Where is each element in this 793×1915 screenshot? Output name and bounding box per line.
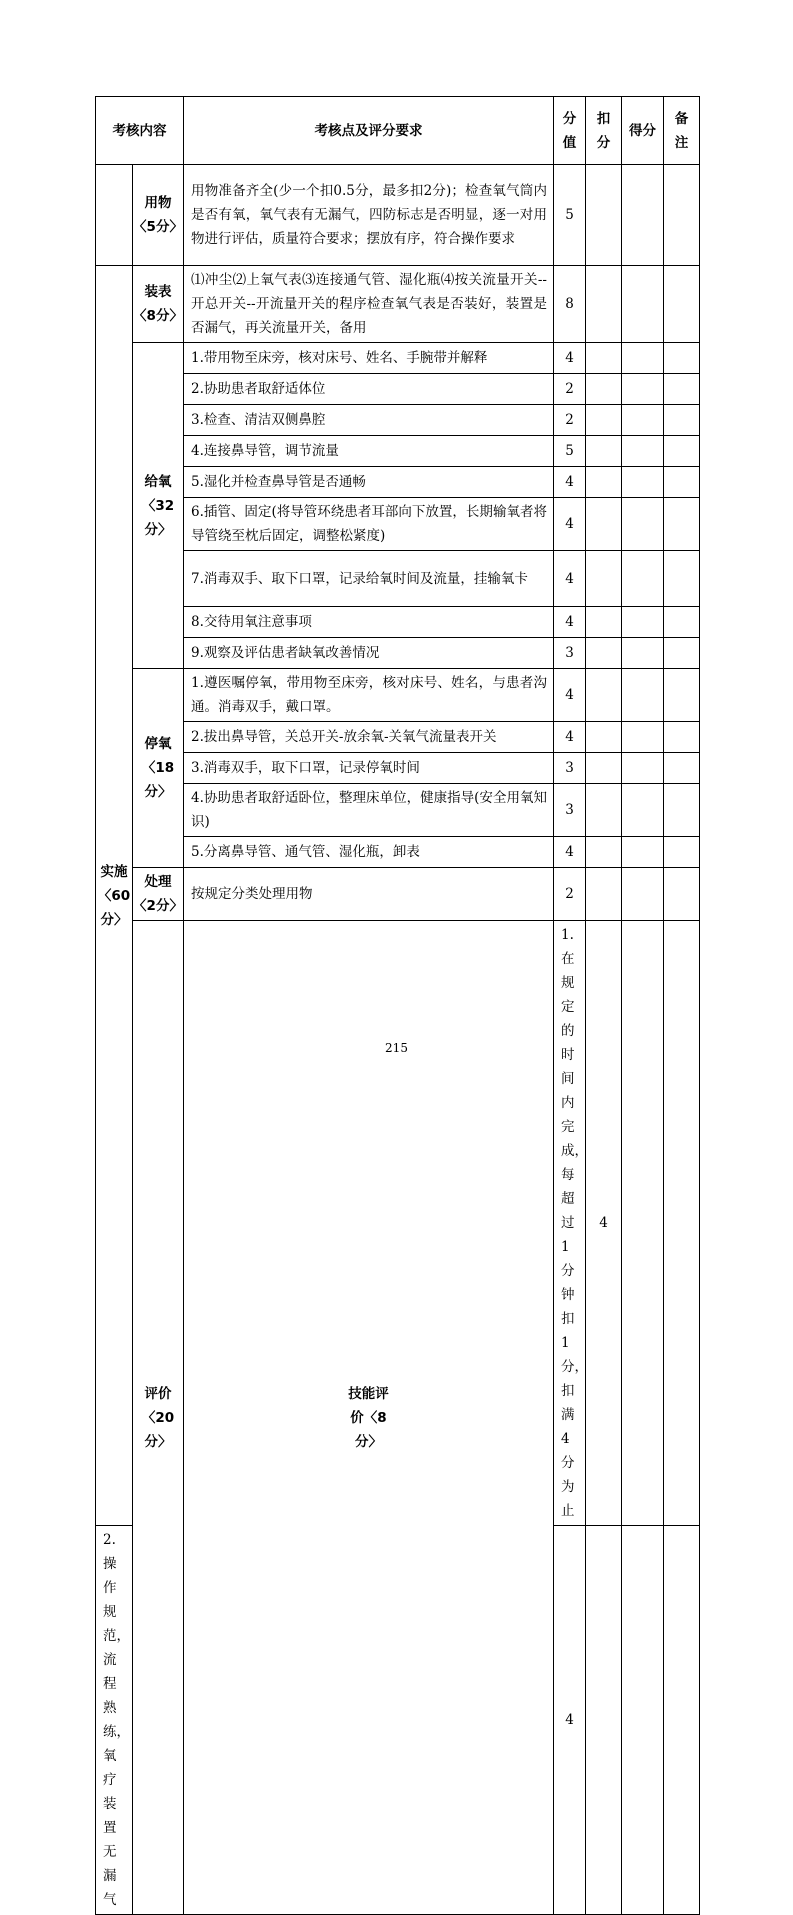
row-text: 8.交待用氧注意事项 <box>184 607 554 638</box>
row-text: 5.湿化并检查鼻导管是否通畅 <box>184 467 554 498</box>
deduct-cell <box>586 165 622 266</box>
row-text: 2.协助患者取舒适体位 <box>184 374 554 405</box>
table-row <box>96 467 700 498</box>
note-cell <box>664 165 700 266</box>
row-score: 5 <box>554 165 586 266</box>
table-row <box>96 343 700 374</box>
row-score: 2 <box>554 868 586 921</box>
header-row <box>96 97 700 165</box>
row-score: 4 <box>554 669 586 722</box>
row-text: ⑴冲尘⑵上氧气表⑶连接通气管、湿化瓶⑷按关流量开关--开总开关--开流量开关的程序检查氧气表是否装好，装置是否漏气，再关流量开关，备用 <box>184 266 554 343</box>
row-score: 2 <box>554 405 586 436</box>
section-stop-oxygen: 停氧 〈18分〉 <box>133 669 184 868</box>
header-score: 分 值 <box>554 97 586 165</box>
row-text: 5.分离鼻导管、通气管、湿化瓶，卸表 <box>184 837 554 868</box>
row-text: 6.插管、固定(将导管环绕患者耳部向下放置，长期输氧者将导管绕至枕后固定，调整松紧度) <box>184 498 554 551</box>
row-text: 1.带用物至床旁，核对床号、姓名、手腕带并解释 <box>184 343 554 374</box>
row-score: 4 <box>554 343 586 374</box>
row-text: 2.操作规范，流程熟练，氧疗装置无漏气 <box>96 1526 133 1915</box>
row-score: 3 <box>554 784 586 837</box>
table-row <box>96 784 700 837</box>
table-row <box>96 551 700 607</box>
section-items: 用物 〈5分〉 <box>133 165 184 266</box>
row-text: 1.遵医嘱停氧，带用物至床旁，核对床号、姓名，与患者沟通。消毒双手，戴口罩。 <box>184 669 554 722</box>
header-content: 考核内容 <box>96 97 184 165</box>
section-give-oxygen: 给氧 〈32分〉 <box>133 343 184 669</box>
group-evaluation: 评价 〈20 分〉 <box>133 921 184 1915</box>
got-cell <box>622 266 664 343</box>
row-text: 按规定分类处理用物 <box>184 868 554 921</box>
table-row <box>96 436 700 467</box>
got-cell <box>622 165 664 266</box>
row-text: 2.拔出鼻导管，关总开关-放余氧-关氧气流量表开关 <box>184 722 554 753</box>
page-number: 215 <box>385 1041 408 1055</box>
table-row <box>96 868 700 921</box>
row-score: 4 <box>554 498 586 551</box>
row-score: 5 <box>554 436 586 467</box>
row-text: 7.消毒双手、取下口罩，记录给氧时间及流量，挂输氧卡 <box>184 551 554 607</box>
note-cell <box>664 266 700 343</box>
row-score: 4 <box>554 837 586 868</box>
row-text: 3.消毒双手，取下口罩，记录停氧时间 <box>184 753 554 784</box>
blank-cell <box>96 165 133 266</box>
section-handle: 处理 〈2分〉 <box>133 868 184 921</box>
row-score: 4 <box>554 551 586 607</box>
row-score: 3 <box>554 638 586 669</box>
table-row <box>96 921 700 1526</box>
table-row <box>96 669 700 722</box>
row-text: 3.检查、清洁双侧鼻腔 <box>184 405 554 436</box>
table-row <box>96 165 700 266</box>
deduct-cell <box>586 266 622 343</box>
table-row <box>96 374 700 405</box>
row-score: 4 <box>554 607 586 638</box>
row-text: 4.协助患者取舒适卧位，整理床单位，健康指导(安全用氧知识) <box>184 784 554 837</box>
row-score: 4 <box>586 921 622 1526</box>
table-row <box>96 638 700 669</box>
row-score: 2 <box>554 374 586 405</box>
row-score: 4 <box>554 467 586 498</box>
table-row <box>96 837 700 868</box>
header-points: 考核点及评分要求 <box>184 97 554 165</box>
row-score: 8 <box>554 266 586 343</box>
row-text: 1.在规定的时间内完成，每超过1分钟扣1分，扣满4分为止 <box>554 921 586 1526</box>
row-text: 4.连接鼻导管，调节流量 <box>184 436 554 467</box>
table-row <box>96 405 700 436</box>
row-score: 4 <box>554 1526 586 1915</box>
section-skill: 技能评 价〈8 分〉 <box>184 921 554 1915</box>
row-text: 用物准备齐全(少一个扣0.5分，最多扣2分)；检查氧气筒内是否有氧，氧气表有无漏气，四防标志是否明显，逐一对用物进行评估，质量符合要求；摆放有序，符合操作要求 <box>184 165 554 266</box>
table-row <box>96 753 700 784</box>
group-implementation: 实施 〈60 分〉 <box>96 266 133 1526</box>
table-row <box>96 607 700 638</box>
table-row <box>96 722 700 753</box>
row-text: 9.观察及评估患者缺氧改善情况 <box>184 638 554 669</box>
table-row <box>96 498 700 551</box>
header-note: 备 注 <box>664 97 700 165</box>
scoring-table <box>95 96 700 1915</box>
header-got: 得分 <box>622 97 664 165</box>
header-deduct: 扣 分 <box>586 97 622 165</box>
table-row <box>96 266 700 343</box>
section-meter: 装表 〈8分〉 <box>133 266 184 343</box>
row-score: 3 <box>554 753 586 784</box>
row-score: 4 <box>554 722 586 753</box>
